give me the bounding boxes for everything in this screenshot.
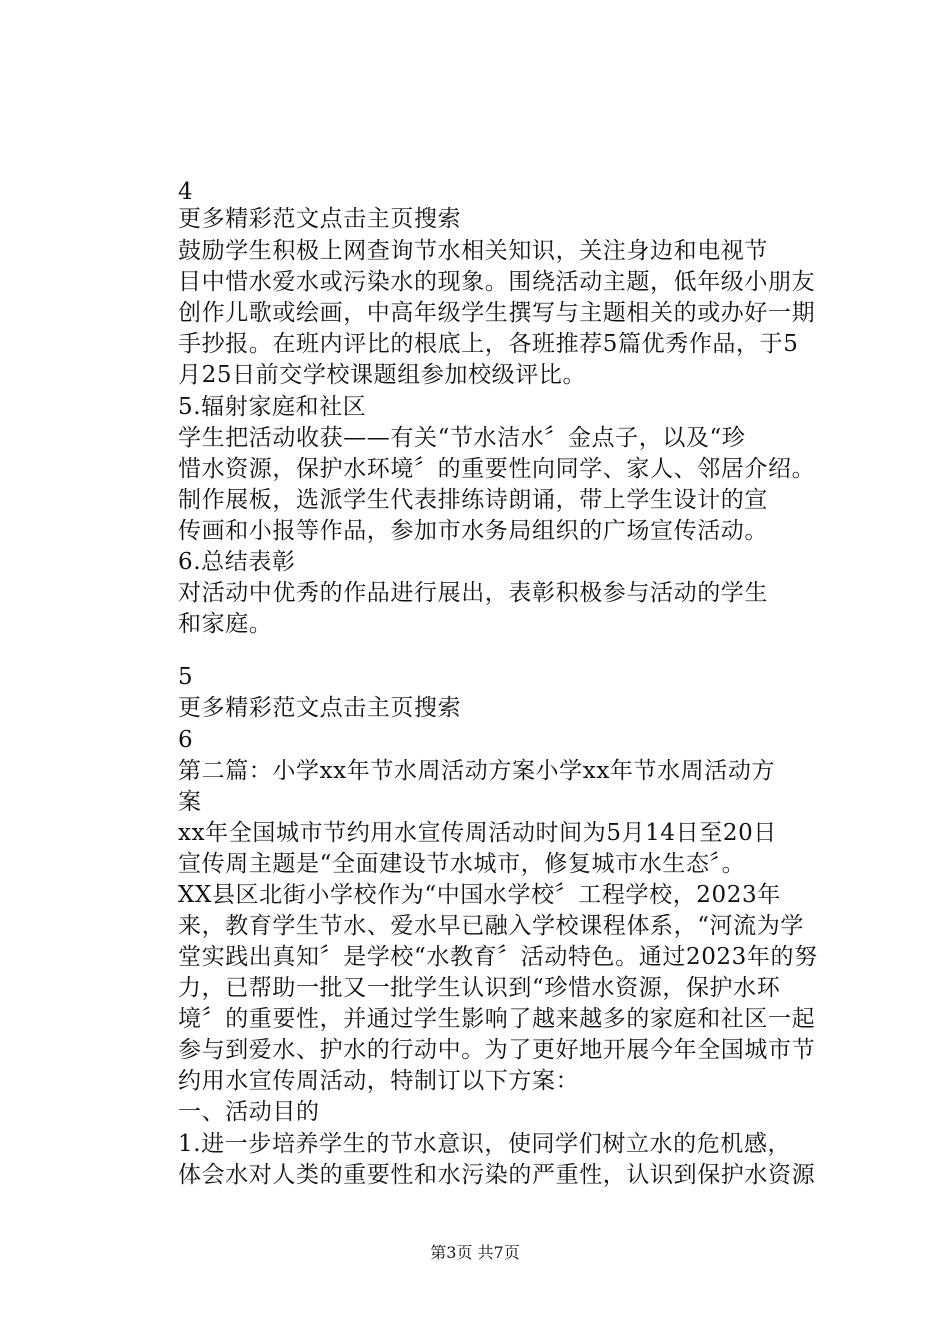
paragraph-line: 目中惜水爱水或污染水的现象。围绕活动主题，低年级小朋友	[178, 269, 816, 295]
paragraph-line: 月25日前交学校课题组参加校级评比。	[178, 362, 587, 388]
section-heading: 一、活动目的	[178, 1099, 320, 1125]
page-footer: 第3页 共7页	[430, 1243, 520, 1262]
paragraph-line: XX县区北街小学校作为“中国水学校〞工程学校，2023年	[178, 882, 781, 908]
paragraph-line: 传画和小报等作品，参加市水务局组织的广场宣传活动。	[178, 518, 768, 544]
article-title: 案	[178, 789, 202, 815]
paragraph-line: 1.进一步培养学生的节水意识，使同学们树立水的危机感，	[178, 1131, 792, 1157]
paragraph-line: 境〞的重要性，并通过学生影响了越来越多的家庭和社区一起	[178, 1006, 816, 1032]
page-number-marker: 5	[178, 664, 194, 690]
paragraph-line: 学生把活动收获——有关“节水洁水〞金点子，以及“珍	[178, 425, 746, 451]
paragraph-line: 约用水宣传周活动，特制订以下方案：	[178, 1068, 580, 1094]
paragraph-line: 宣传周主题是“全面建设节水城市，修复城市水生态〞。	[178, 851, 746, 877]
paragraph-line: 力，已帮助一批又一批学生认识到“珍惜水资源，保护水环	[178, 975, 781, 1001]
paragraph-line: 惜水资源，保护水环境〞的重要性向同学、家人、邻居介绍。	[178, 456, 816, 482]
paragraph-line: xx年全国城市节约用水宣传周活动时间为5月14日至20日	[178, 820, 777, 846]
promo-line: 更多精彩范文点击主页搜索	[178, 695, 462, 721]
promo-line: 更多精彩范文点击主页搜索	[178, 206, 462, 232]
paragraph-line: 鼓励学生积极上网查询节水相关知识，关注身边和电视节	[178, 238, 768, 264]
paragraph-line: 体会水对人类的重要性和水污染的严重性，认识到保护水资源	[178, 1162, 816, 1188]
paragraph-line: 来，教育学生节水、爱水早已融入学校课程体系，“河流为学	[178, 913, 804, 939]
page-number-marker: 4	[178, 179, 194, 205]
paragraph-line: 参与到爱水、护水的行动中。为了更好地开展今年全国城市节	[178, 1037, 816, 1063]
page-number-marker: 6	[178, 727, 194, 753]
section-heading: 5.辐射家庭和社区	[178, 394, 367, 420]
section-heading: 6.总结表彰	[178, 549, 296, 575]
paragraph-line: 手抄报。在班内评比的根底上，各班推荐5篇优秀作品，于5	[178, 331, 799, 357]
article-title: 第二篇：小学xx年节水周活动方案小学xx年节水周活动方	[178, 758, 776, 784]
paragraph-line: 创作儿歌或绘画，中高年级学生撰写与主题相关的或办好一期	[178, 300, 816, 326]
paragraph-line: 对活动中优秀的作品进行展出，表彰积极参与活动的学生	[178, 580, 768, 606]
paragraph-line: 堂实践出真知〞是学校“水教育〞活动特色。通过2023年的努	[178, 944, 818, 970]
paragraph-line: 制作展板，选派学生代表排练诗朗诵，带上学生设计的宣	[178, 487, 768, 513]
paragraph-line: 和家庭。	[178, 611, 273, 637]
